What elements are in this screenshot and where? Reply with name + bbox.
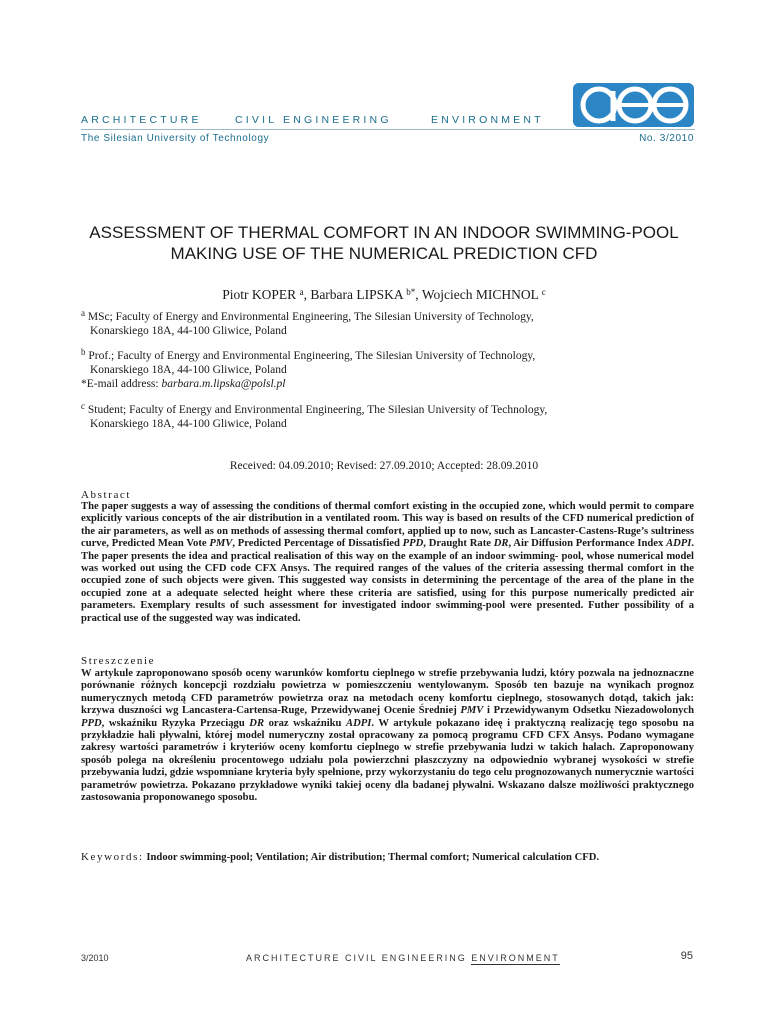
affiliation-c-line-1: Student; Faculty of Energy and Environmental Engineering, The Silesian University of Technology, xyxy=(87,404,548,416)
paper-title xyxy=(60,222,708,264)
affiliation-c-line-2: Konarskiego 18A, 44-100 Gliwice, Poland xyxy=(90,418,287,430)
streszczenie-pmv: PMV xyxy=(460,705,484,717)
author-3-sup: c xyxy=(541,287,546,297)
abstract-pmv: PMV xyxy=(209,538,233,550)
header-issue-number: No. 3/2010 xyxy=(639,133,694,144)
abstract-heading: Abstract xyxy=(81,489,132,501)
email-address[interactable]: barbara.m.lipska@polsl.pl xyxy=(161,378,286,390)
footer-series-environment: ENVIRONMENT xyxy=(471,953,560,963)
page-number: 95 xyxy=(680,950,693,962)
abstract-dr: DR xyxy=(493,538,509,550)
footer-issue: 3/2010 xyxy=(81,953,109,963)
abstract-body: The paper suggests a way of assessing the conditions of thermal comfort existing in the occupied zone, which would permit to compare explicitly various concepts of the air distribution in a ventilated room. This way is based on results of the CFD numerical prediction of the air parameters, as well as on methods of assessing thermal comfort, applied up to now, such as Lancaster-Castens-Ruge’s sultriness curve, Predicted Mean Vote PMV, Predicted Percentage of Dissatisfied PPD, Draught Rate DR, Air Diffusion Performance Index ADPI. The paper presents the idea and practical realisation of this way on the example of an indoor swimming- pool, whose numerical model was worked out using the CFD code CFX Ansys. The required ranges of the values of the criteria assessing thermal comfort in the occupied zone of such objects were given. This suggested way consists in determining the percentage of the area of the plane in the occupied zone at a adequate selected height where these criteria are satisfied, using for this purpose numerically predicted air parameters. Exemplary results of such assessment for investigated indoor swimming-pool were presented. Futher possibility of a practical use of the suggested way was indicated. xyxy=(81,501,695,624)
paper-title-line-1: ASSESSMENT OF THERMAL COMFORT IN AN INDOOR SWIMMING-POOL xyxy=(89,223,679,242)
keywords-text: Indoor swimming-pool; Ventilation; Air distribution; Thermal comfort; Numerical calculation CFD. xyxy=(146,852,600,863)
footer-series-architecture: ARCHITECTURE xyxy=(246,953,341,963)
affiliation-b-line-1: Prof.; Faculty of Energy and Environmental Engineering, The Silesian University of Technology, xyxy=(88,350,536,362)
header-series-architecture: ARCHITECTURE xyxy=(81,114,202,126)
keywords xyxy=(81,851,599,863)
footer-series xyxy=(246,953,560,963)
affiliation-a-line-2: Konarskiego 18A, 44-100 Gliwice, Poland xyxy=(90,325,287,337)
affiliation-b-mark: b xyxy=(81,347,86,357)
ace-logo-icon xyxy=(573,83,694,127)
abstract-ppd: PPD xyxy=(402,538,424,550)
author-2-sup: b* xyxy=(406,287,416,297)
email-label: *E-mail address: xyxy=(81,378,159,390)
author-1-sup: a xyxy=(299,287,304,297)
journal-logo xyxy=(573,83,694,127)
affiliation-a xyxy=(81,310,701,338)
affiliation-b xyxy=(81,349,701,391)
footer-series-civil-engineering: CIVIL ENGINEERING xyxy=(345,953,467,963)
author-3: Wojciech MICHNOL xyxy=(421,287,539,302)
affiliation-b-line-2: Konarskiego 18A, 44-100 Gliwice, Poland xyxy=(90,364,287,376)
streszczenie-dr: DR xyxy=(249,717,265,729)
header-series-civil-engineering: CIVIL ENGINEERING xyxy=(235,114,392,126)
author-2: Barbara LIPSKA xyxy=(310,287,403,302)
affiliation-c xyxy=(81,403,701,431)
author-1: Piotr KOPER xyxy=(222,287,297,302)
streszczenie-adpi: ADPI xyxy=(346,717,372,729)
header-university: The Silesian University of Technology xyxy=(81,133,270,144)
affiliation-a-line-1: MSc; Faculty of Energy and Environmental Engineering, The Silesian University of Technology, xyxy=(87,311,534,323)
streszczenie-ppd: PPD xyxy=(81,717,102,729)
affiliation-c-mark: c xyxy=(81,401,85,411)
keywords-label: Keywords: xyxy=(81,851,144,863)
streszczenie-body: W artykule zaproponowano sposób oceny warunków komfortu cieplnego w strefie przebywania ludzi, który pozwala na jednoznaczne porównanie różnych koncepcji rozdziału powietrza w pomieszczeniu wentylowanym. Sposób ten bazuje na wynikach prognoz numerycznych metodą CFD parametrów powietrza oraz na metodach oceny komfortu cieplnego, stosowanych dotąd, takich jak: krzywa duszności wg Lancastera-Cartensa-Ruge, Przewidywanej Ocenie Średniej PMV i Przewidywanym Odsetku Niezadowolonych PPD, wskaźniku Ryzyka Przeciągu DR oraz wskaźniku ADPI. W artykule pokazano ideę i praktyczną realizację tego sposobu na przykładzie hali pływalni, której model numeryczny został opracowany za pomocą programu CFD CFX Ansys. Podano wymagane zakresy wartości parametrów i kryteriów oceny komfortu cieplnego w strefie przebywania ludzi w takich halach. Zaproponowany sposób polega na określeniu procentowego udziału pola powierzchni płaszczyzny na odpowiednio wybranej wysokości w strefie przebywania ludzi, gdzie wspomniane kryteria były spełnione, przy wykorzystaniu do tego celu prognozowanych numerycznie wartości parametrów powietrza. Pokazano przykładowe wyniki takiej oceny dla badanej pływalni. Wskazano dalsze możliwości praktycznego zastosowania proponowanego sposobu. xyxy=(81,668,695,804)
header-divider xyxy=(81,129,695,130)
header-series-environment: ENVIRONMENT xyxy=(431,114,544,126)
paper-title-line-2: MAKING USE OF THE NUMERICAL PREDICTION CFD xyxy=(170,244,598,263)
received-dates: Received: 04.09.2010; Revised: 27.09.2010; Accepted: 28.09.2010 xyxy=(229,460,539,472)
authors: Piotr KOPER $^a$, Barbara LIPSKA $^{b*}$, Wojciech MICHNOL $^c$ xyxy=(222,287,546,302)
abstract-adpi: ADPI xyxy=(666,538,692,550)
affiliation-a-mark: a xyxy=(81,308,85,318)
streszczenie-heading: Streszczenie xyxy=(81,655,156,667)
